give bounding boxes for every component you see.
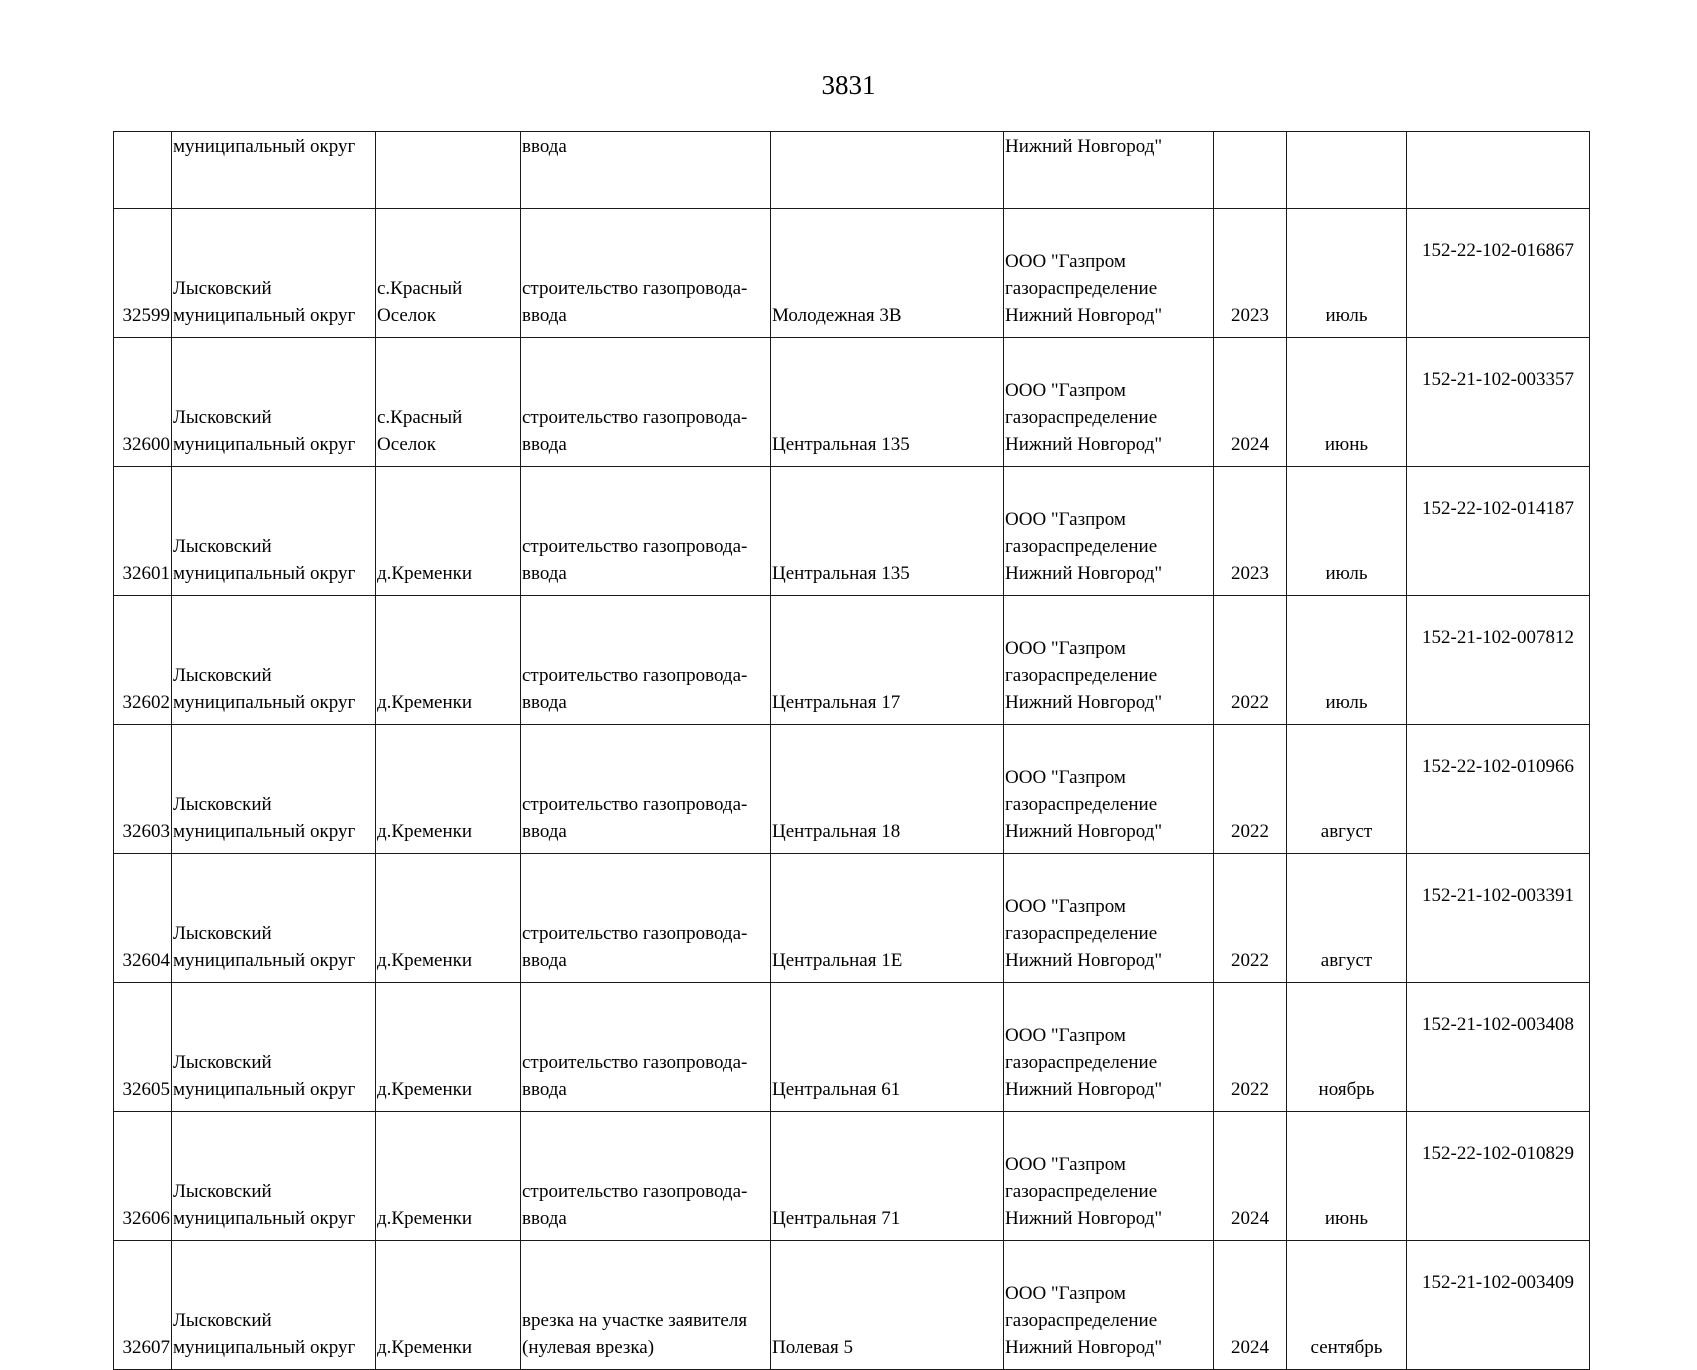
- cell-year: 2022: [1214, 725, 1287, 854]
- org-line-2: газораспределение: [1005, 794, 1158, 815]
- work-line-1: строительство газопровода-: [522, 665, 748, 686]
- org-line-2: газораспределение: [1005, 665, 1158, 686]
- settlement-line-1: [377, 533, 519, 560]
- settlement-line-1: с.Красный: [377, 278, 463, 299]
- org-line-1: ООО "Газпром: [1005, 380, 1126, 401]
- cell-month: июнь: [1287, 1112, 1407, 1241]
- org-line-2: газораспределение: [1005, 1052, 1158, 1073]
- settlement-line-2: Оселок: [377, 305, 437, 326]
- cell-year: 2022: [1214, 596, 1287, 725]
- work-line-1: врезка на участке заявителя: [522, 1310, 748, 1331]
- org-line-3: Нижний Новгород": [1005, 1337, 1163, 1358]
- cell-address: Центральная 71: [771, 1112, 1004, 1241]
- work-line-2: ввода: [522, 563, 567, 584]
- table-row: [114, 338, 1590, 467]
- work-line-2: ввода: [522, 821, 567, 842]
- org-line-1: ООО "Газпром: [1005, 1025, 1126, 1046]
- cell-address: Центральная 135: [771, 467, 1004, 596]
- cell-code: 152-22-102-014187: [1407, 467, 1590, 596]
- cell-month: август: [1287, 725, 1407, 854]
- cell-year: 2022: [1214, 983, 1287, 1112]
- district-line-2: муниципальный округ: [173, 434, 356, 455]
- settlement-line-1: [377, 791, 519, 818]
- cell-num: 32604: [114, 854, 172, 983]
- cell-district: [172, 725, 376, 854]
- cell-district: [172, 596, 376, 725]
- org-line-1: ООО "Газпром: [1005, 1283, 1126, 1304]
- district-line-2: муниципальный округ: [173, 1208, 356, 1229]
- settlement-line-2: д.Кременки: [377, 1208, 473, 1229]
- district-line-1: Лысковский: [173, 794, 272, 815]
- cell-num: 32602: [114, 596, 172, 725]
- settlement-line-2: Оселок: [377, 434, 437, 455]
- cell-num: 32605: [114, 983, 172, 1112]
- cell-num: [114, 132, 172, 209]
- org-line-2: газораспределение: [1005, 923, 1158, 944]
- cell-work: [521, 1241, 771, 1370]
- cell-work: ввода: [521, 132, 771, 209]
- work-line-1: строительство газопровода-: [522, 1181, 748, 1202]
- cell-org: [1004, 596, 1214, 725]
- org-line-3: Нижний Новгород": [1005, 563, 1163, 584]
- cell-year: [1214, 132, 1287, 209]
- org-line-1: ООО "Газпром: [1005, 251, 1126, 272]
- cell-month: сентябрь: [1287, 1241, 1407, 1370]
- district-line-2: муниципальный округ: [173, 950, 356, 971]
- cell-org: Нижний Новгород": [1004, 132, 1214, 209]
- cell-district: [172, 854, 376, 983]
- org-line-3: Нижний Новгород": [1005, 305, 1163, 326]
- cell-settlement: [376, 132, 521, 209]
- settlement-line-2: д.Кременки: [377, 821, 473, 842]
- settlement-line-2: д.Кременки: [377, 563, 473, 584]
- cell-settlement: [376, 467, 521, 596]
- work-line-2: ввода: [522, 434, 567, 455]
- settlement-line-1: [377, 1178, 519, 1205]
- work-line-2: ввода: [522, 305, 567, 326]
- cell-year: 2023: [1214, 467, 1287, 596]
- cell-address: [771, 132, 1004, 209]
- cell-district: [172, 338, 376, 467]
- cell-num: 32601: [114, 467, 172, 596]
- cell-month: ноябрь: [1287, 983, 1407, 1112]
- work-line-2: (нулевая врезка): [522, 1337, 655, 1358]
- work-line-2: ввода: [522, 950, 567, 971]
- cell-year: 2022: [1214, 854, 1287, 983]
- cell-address: Центральная 135: [771, 338, 1004, 467]
- cell-org: [1004, 983, 1214, 1112]
- cell-code: 152-21-102-003391: [1407, 854, 1590, 983]
- table-row: [114, 1112, 1590, 1241]
- settlement-line-1: [377, 1307, 519, 1334]
- cell-code: 152-21-102-007812: [1407, 596, 1590, 725]
- cell-settlement: [376, 983, 521, 1112]
- cell-district: [172, 209, 376, 338]
- cell-num: 32599: [114, 209, 172, 338]
- settlement-line-2: д.Кременки: [377, 692, 473, 713]
- page-number: 3831: [821, 70, 876, 100]
- settlement-line-1: [377, 662, 519, 689]
- settlement-line-1: [377, 1049, 519, 1076]
- cell-address: Центральная 1Е: [771, 854, 1004, 983]
- work-line-2: ввода: [522, 1079, 567, 1100]
- work-line-2: ввода: [522, 1208, 567, 1229]
- cell-code: 152-22-102-010966: [1407, 725, 1590, 854]
- org-line-1: ООО "Газпром: [1005, 896, 1126, 917]
- cell-year: 2024: [1214, 1241, 1287, 1370]
- district-line-1: Лысковский: [173, 1310, 272, 1331]
- cell-month: июль: [1287, 596, 1407, 725]
- district-line-1: Лысковский: [173, 536, 272, 557]
- cell-org: [1004, 725, 1214, 854]
- cell-settlement: [376, 1112, 521, 1241]
- cell-work: [521, 467, 771, 596]
- org-line-2: газораспределение: [1005, 278, 1158, 299]
- work-line-1: строительство газопровода-: [522, 794, 748, 815]
- table-row: [114, 596, 1590, 725]
- settlement-line-2: д.Кременки: [377, 1337, 473, 1358]
- cell-work: [521, 725, 771, 854]
- cell-code: 152-21-102-003357: [1407, 338, 1590, 467]
- work-line-2: ввода: [522, 692, 567, 713]
- cell-district: [172, 983, 376, 1112]
- cell-num: 32606: [114, 1112, 172, 1241]
- cell-district: [172, 1241, 376, 1370]
- cell-address: Центральная 61: [771, 983, 1004, 1112]
- cell-year: 2024: [1214, 1112, 1287, 1241]
- cell-work: [521, 983, 771, 1112]
- cell-month: [1287, 132, 1407, 209]
- work-line-1: строительство газопровода-: [522, 536, 748, 557]
- org-line-2: газораспределение: [1005, 1310, 1158, 1331]
- cell-month: август: [1287, 854, 1407, 983]
- continuation-row: [114, 132, 1590, 209]
- district-line-2: муниципальный округ: [173, 1079, 356, 1100]
- district-line-1: Лысковский: [173, 1052, 272, 1073]
- org-line-3: Нижний Новгород": [1005, 1079, 1163, 1100]
- cell-address: Центральная 17: [771, 596, 1004, 725]
- district-line-1: Лысковский: [173, 407, 272, 428]
- org-line-1: ООО "Газпром: [1005, 509, 1126, 530]
- district-line-2: муниципальный округ: [173, 692, 356, 713]
- cell-district: муниципальный округ: [172, 132, 376, 209]
- cell-code: [1407, 132, 1590, 209]
- district-line-2: муниципальный округ: [173, 1337, 356, 1358]
- cell-settlement: [376, 854, 521, 983]
- org-line-3: Нижний Новгород": [1005, 1208, 1163, 1229]
- cell-address: Полевая 5: [771, 1241, 1004, 1370]
- org-line-3: Нижний Новгород": [1005, 950, 1163, 971]
- cell-code: 152-21-102-003408: [1407, 983, 1590, 1112]
- org-line-3: Нижний Новгород": [1005, 434, 1163, 455]
- settlement-line-1: [377, 920, 519, 947]
- org-line-3: Нижний Новгород": [1005, 821, 1163, 842]
- org-line-3: Нижний Новгород": [1005, 692, 1163, 713]
- cell-address: Центральная 18: [771, 725, 1004, 854]
- cell-org: [1004, 854, 1214, 983]
- district-line-1: Лысковский: [173, 665, 272, 686]
- settlement-line-2: д.Кременки: [377, 950, 473, 971]
- cell-work: [521, 854, 771, 983]
- cell-num: 32600: [114, 338, 172, 467]
- org-line-2: газораспределение: [1005, 536, 1158, 557]
- cell-settlement: [376, 338, 521, 467]
- work-line-1: строительство газопровода-: [522, 1052, 748, 1073]
- district-line-2: муниципальный округ: [173, 821, 356, 842]
- org-line-2: газораспределение: [1005, 1181, 1158, 1202]
- cell-year: 2023: [1214, 209, 1287, 338]
- cell-work: [521, 1112, 771, 1241]
- cell-work: [521, 596, 771, 725]
- cell-settlement: [376, 596, 521, 725]
- cell-org: [1004, 338, 1214, 467]
- table-row: [114, 854, 1590, 983]
- cell-org: [1004, 209, 1214, 338]
- org-line-2: газораспределение: [1005, 407, 1158, 428]
- cell-org: [1004, 1112, 1214, 1241]
- work-line-1: строительство газопровода-: [522, 407, 748, 428]
- work-line-1: строительство газопровода-: [522, 923, 748, 944]
- cell-num: 32607: [114, 1241, 172, 1370]
- table-row: [114, 725, 1590, 854]
- cell-org: [1004, 467, 1214, 596]
- org-line-1: ООО "Газпром: [1005, 638, 1126, 659]
- table-row: [114, 209, 1590, 338]
- cell-settlement: [376, 209, 521, 338]
- cell-code: 152-22-102-010829: [1407, 1112, 1590, 1241]
- cell-code: 152-22-102-016867: [1407, 209, 1590, 338]
- cell-work: [521, 209, 771, 338]
- cell-month: июль: [1287, 209, 1407, 338]
- work-line-1: строительство газопровода-: [522, 278, 748, 299]
- org-line-1: ООО "Газпром: [1005, 767, 1126, 788]
- table-row: [114, 983, 1590, 1112]
- table-row: [114, 467, 1590, 596]
- district-line-1: Лысковский: [173, 278, 272, 299]
- cell-settlement: [376, 1241, 521, 1370]
- cell-settlement: [376, 725, 521, 854]
- cell-org: [1004, 1241, 1214, 1370]
- cell-year: 2024: [1214, 338, 1287, 467]
- table-row: [114, 1241, 1590, 1370]
- district-line-2: муниципальный округ: [173, 563, 356, 584]
- cell-month: июль: [1287, 467, 1407, 596]
- cell-district: [172, 467, 376, 596]
- cell-district: [172, 1112, 376, 1241]
- cell-code: 152-21-102-003409: [1407, 1241, 1590, 1370]
- cell-address: Молодежная 3В: [771, 209, 1004, 338]
- district-line-2: муниципальный округ: [173, 305, 356, 326]
- settlement-line-2: д.Кременки: [377, 1079, 473, 1100]
- district-line-1: Лысковский: [173, 1181, 272, 1202]
- settlement-line-1: с.Красный: [377, 407, 463, 428]
- cell-work: [521, 338, 771, 467]
- org-line-1: ООО "Газпром: [1005, 1154, 1126, 1175]
- cell-num: 32603: [114, 725, 172, 854]
- registry-table: [113, 131, 1590, 1370]
- district-line-1: Лысковский: [173, 923, 272, 944]
- registry-table-body: [114, 132, 1590, 1370]
- cell-month: июнь: [1287, 338, 1407, 467]
